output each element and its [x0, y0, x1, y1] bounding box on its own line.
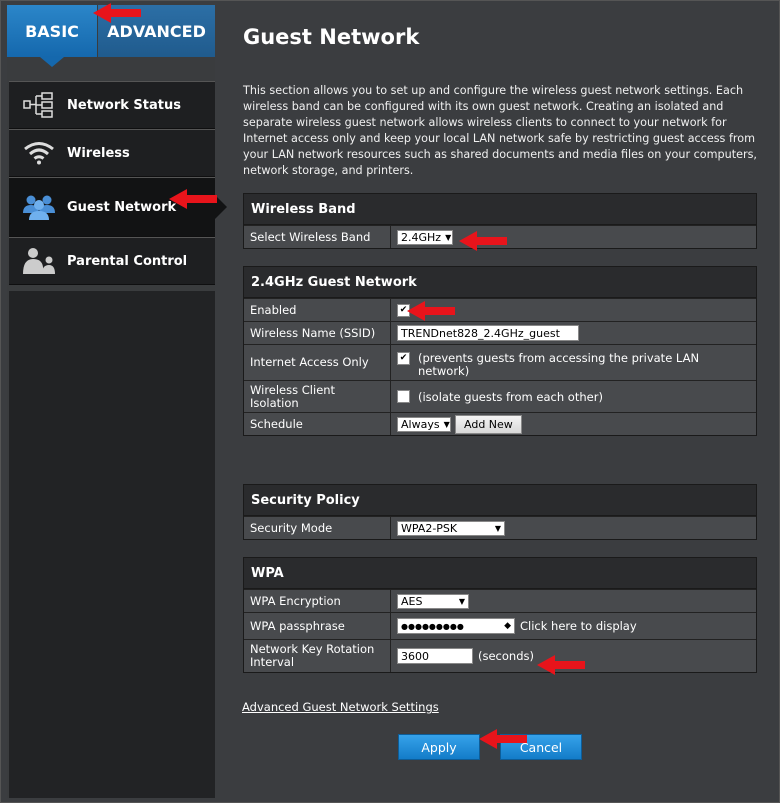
ssid-input[interactable]: TRENDnet828_2.4GHz_guest — [397, 325, 579, 341]
internet-access-note: (prevents guests from accessing the private LAN network) — [418, 351, 700, 378]
wifi-icon — [21, 139, 57, 167]
chevron-down-icon: ▼ — [445, 232, 452, 242]
field-label: WPA Encryption — [244, 590, 391, 612]
cancel-button[interactable]: Cancel — [500, 734, 582, 760]
page-title: Guest Network — [243, 25, 420, 49]
select-value: WPA2-PSK — [401, 521, 458, 535]
select-value: Always — [401, 417, 440, 431]
advanced-guest-settings-link[interactable]: Advanced Guest Network Settings — [242, 700, 439, 714]
sidebar-item-parental-control[interactable] — [9, 237, 215, 285]
tab-basic[interactable]: BASIC — [7, 5, 97, 57]
enabled-checkbox[interactable]: ✔ — [397, 304, 410, 317]
show-passphrase-link[interactable]: Click here to display — [520, 619, 637, 633]
wireless-band-select[interactable] — [397, 230, 453, 245]
chevron-down-icon: ▼ — [458, 596, 465, 606]
select-value: 2.4GHz — [401, 230, 442, 244]
chevron-down-icon: ▼ — [494, 523, 501, 533]
apply-button[interactable]: Apply — [398, 734, 480, 760]
annotation-arrow-icon — [459, 229, 509, 253]
section-title: WPA — [244, 558, 756, 589]
key-rotation-input[interactable]: 3600 — [397, 648, 473, 664]
key-icon: ◆ — [504, 621, 511, 631]
sidebar-item-wireless[interactable] — [9, 129, 215, 177]
internet-access-only-checkbox[interactable]: ✔ — [397, 352, 410, 365]
field-label: Schedule — [244, 413, 391, 435]
security-mode-select[interactable] — [397, 521, 505, 536]
select-value: AES — [401, 594, 423, 608]
security-policy-section — [243, 484, 757, 540]
add-new-button[interactable]: Add New — [455, 415, 522, 434]
client-isolation-note: (isolate guests from each other) — [418, 389, 603, 404]
field-label: Select Wireless Band — [244, 226, 391, 248]
annotation-arrow-icon — [537, 653, 587, 677]
field-label: Network Key Rotation Interval — [244, 640, 391, 672]
annotation-arrow-icon — [169, 187, 219, 211]
wpa-section — [243, 557, 757, 673]
main-content — [227, 5, 775, 798]
field-label: Wireless Client Isolation — [244, 381, 391, 412]
schedule-select[interactable] — [397, 417, 451, 432]
sidebar-item-label: Wireless — [67, 145, 130, 161]
field-label: WPA passphrase — [244, 613, 391, 639]
left-sidebar — [7, 5, 215, 798]
section-title: Wireless Band — [244, 194, 756, 225]
sidebar-item-label: Parental Control — [67, 253, 188, 269]
field-label: Enabled — [244, 299, 391, 321]
chevron-down-icon: ▼ — [443, 419, 450, 429]
guest-network-section — [243, 266, 757, 436]
sidebar-item-label: Guest Network — [67, 199, 177, 215]
sidebar-item-label: Network Status — [67, 97, 181, 113]
network-status-icon — [21, 91, 57, 119]
passphrase-value: ●●●●●●●●● — [401, 621, 464, 631]
annotation-arrow-icon — [93, 1, 143, 25]
parental-control-icon — [21, 247, 57, 275]
field-label: Wireless Name (SSID) — [244, 322, 391, 344]
wpa-passphrase-input[interactable] — [397, 618, 515, 634]
section-title: 2.4GHz Guest Network — [244, 267, 756, 298]
section-title: Security Policy — [244, 485, 756, 516]
client-isolation-checkbox[interactable] — [397, 390, 410, 403]
wpa-encryption-select[interactable] — [397, 594, 469, 609]
annotation-arrow-icon — [479, 727, 529, 751]
rotation-unit: (seconds) — [478, 649, 534, 663]
users-icon — [21, 193, 57, 221]
sidebar-menu — [9, 81, 215, 285]
page-description: This section allows you to set up and configure the wireless guest network settings. Each wireless band can be configured with its own guest network. Creating an isolated and separate wireless guest network allows wireless clients to connect to your network for Internet access only and keep your local LAN network safe by restricting guest access from your LAN network resources such as shared documents and media files on your computers, network storage, and printers. — [243, 84, 757, 177]
tab-advanced[interactable]: ADVANCED — [98, 5, 215, 57]
annotation-arrow-icon — [407, 299, 457, 323]
sidebar-item-network-status[interactable] — [9, 81, 215, 129]
field-label: Internet Access Only — [244, 345, 391, 380]
field-label: Security Mode — [244, 517, 391, 539]
sidebar-empty-area — [9, 291, 215, 798]
